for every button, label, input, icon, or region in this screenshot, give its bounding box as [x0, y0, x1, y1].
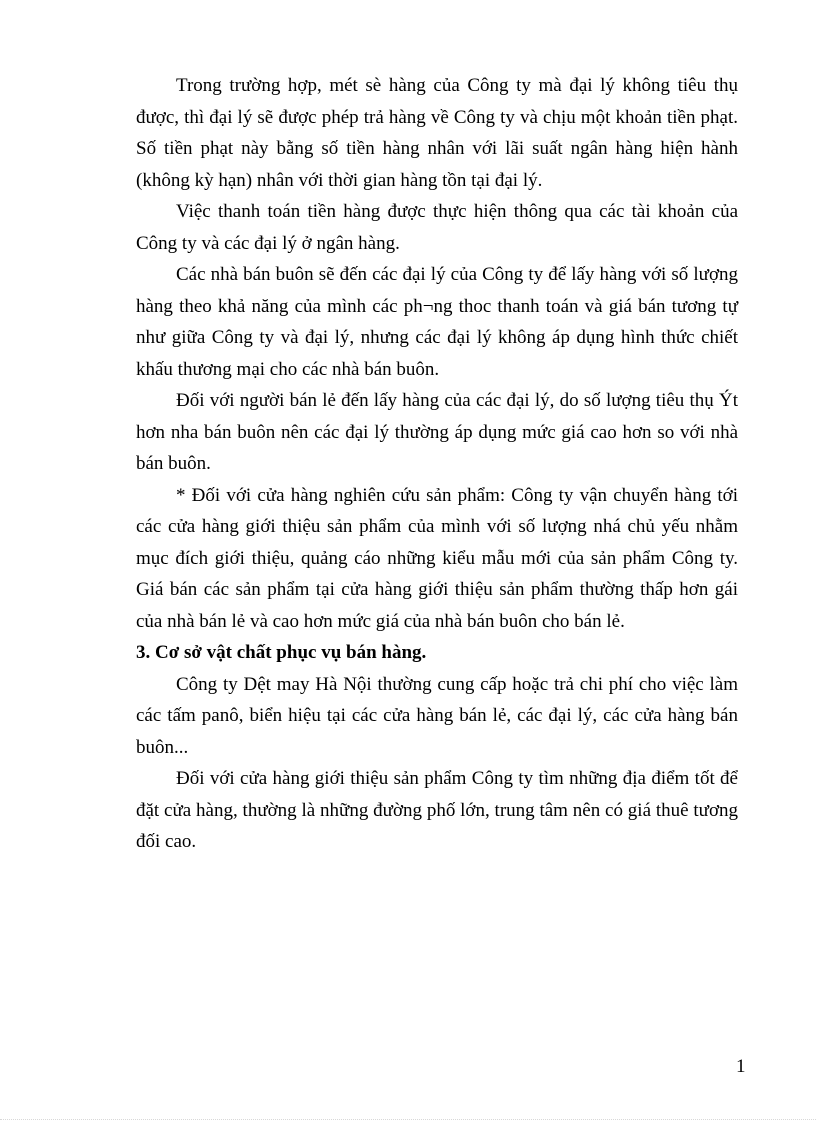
paragraph-payment: Việc thanh toán tiền hàng được thực hiện thông qua các tài khoản của Công ty và các đại lý ở ngân hàng. — [136, 201, 738, 254]
page-bottom-divider — [0, 1119, 816, 1120]
paragraph-wholesalers: Các nhà bán buôn sẽ đến các đại lý của Công ty để lấy hàng với số lượng hàng theo khả năng của mình các ph¬ng thoc thanh toán và giá bán tương tự như giữa Công ty và đại lý, nhưng các đại lý không áp dụng hình thức chiết khấu thương mại cho các nhà bán buôn. — [136, 264, 738, 380]
section-heading: 3. Cơ sở vật chất phục vụ bán hàng. — [136, 642, 427, 663]
paragraph-location: Đối với cửa hàng giới thiệu sản phẩm Công ty tìm những địa điểm tốt để đặt cửa hàng, thường là những đường phố lớn, trung tâm nên có giá thuê tương đối cao. — [136, 768, 738, 852]
page-number: 1 — [736, 1056, 746, 1077]
paragraph-return-goods: Trong trường hợp, mét sè hàng của Công ty mà đại lý không tiêu thụ được, thì đại lý sẽ được phép trả hàng về Công ty và chịu một khoản tiền phạt. Số tiền phạt này bằng số tiền hàng nhân với lãi suất ngân hàng hiện hành (không kỳ hạn) nhân với thời gian hàng tồn tại đại lý. — [136, 75, 738, 191]
paragraph-signage: Công ty Dệt may Hà Nội thường cung cấp hoặc trả chi phí cho việc làm các tấm panô, biển hiệu tại các cửa hàng bán lẻ, các đại lý, các cửa hàng bán buôn... — [136, 673, 738, 758]
document-body — [136, 70, 738, 858]
paragraph-showroom: * Đối với cửa hàng nghiên cứu sản phẩm: Công ty vận chuyển hàng tới các cửa hàng giới thiệu sản phẩm của mình với số lượng nhá chủ yếu nhằm mục đích giới thiệu, quảng cáo những kiểu mẫu mới của sản phẩm Công ty. Giá bán các sản phẩm tại cửa hàng giới thiệu sản phẩm thường thấp hơn gái của nhà bán lẻ và cao hơn mức giá của nhà bán buôn cho bán lẻ. — [136, 484, 738, 632]
paragraph-retailers: Đối với người bán lẻ đến lấy hàng của các đại lý, do số lượng tiêu thụ Ýt hơn nha bán buôn nên các đại lý thường áp dụng mức giá cao hơn so với nhà bán buôn. — [136, 390, 738, 474]
